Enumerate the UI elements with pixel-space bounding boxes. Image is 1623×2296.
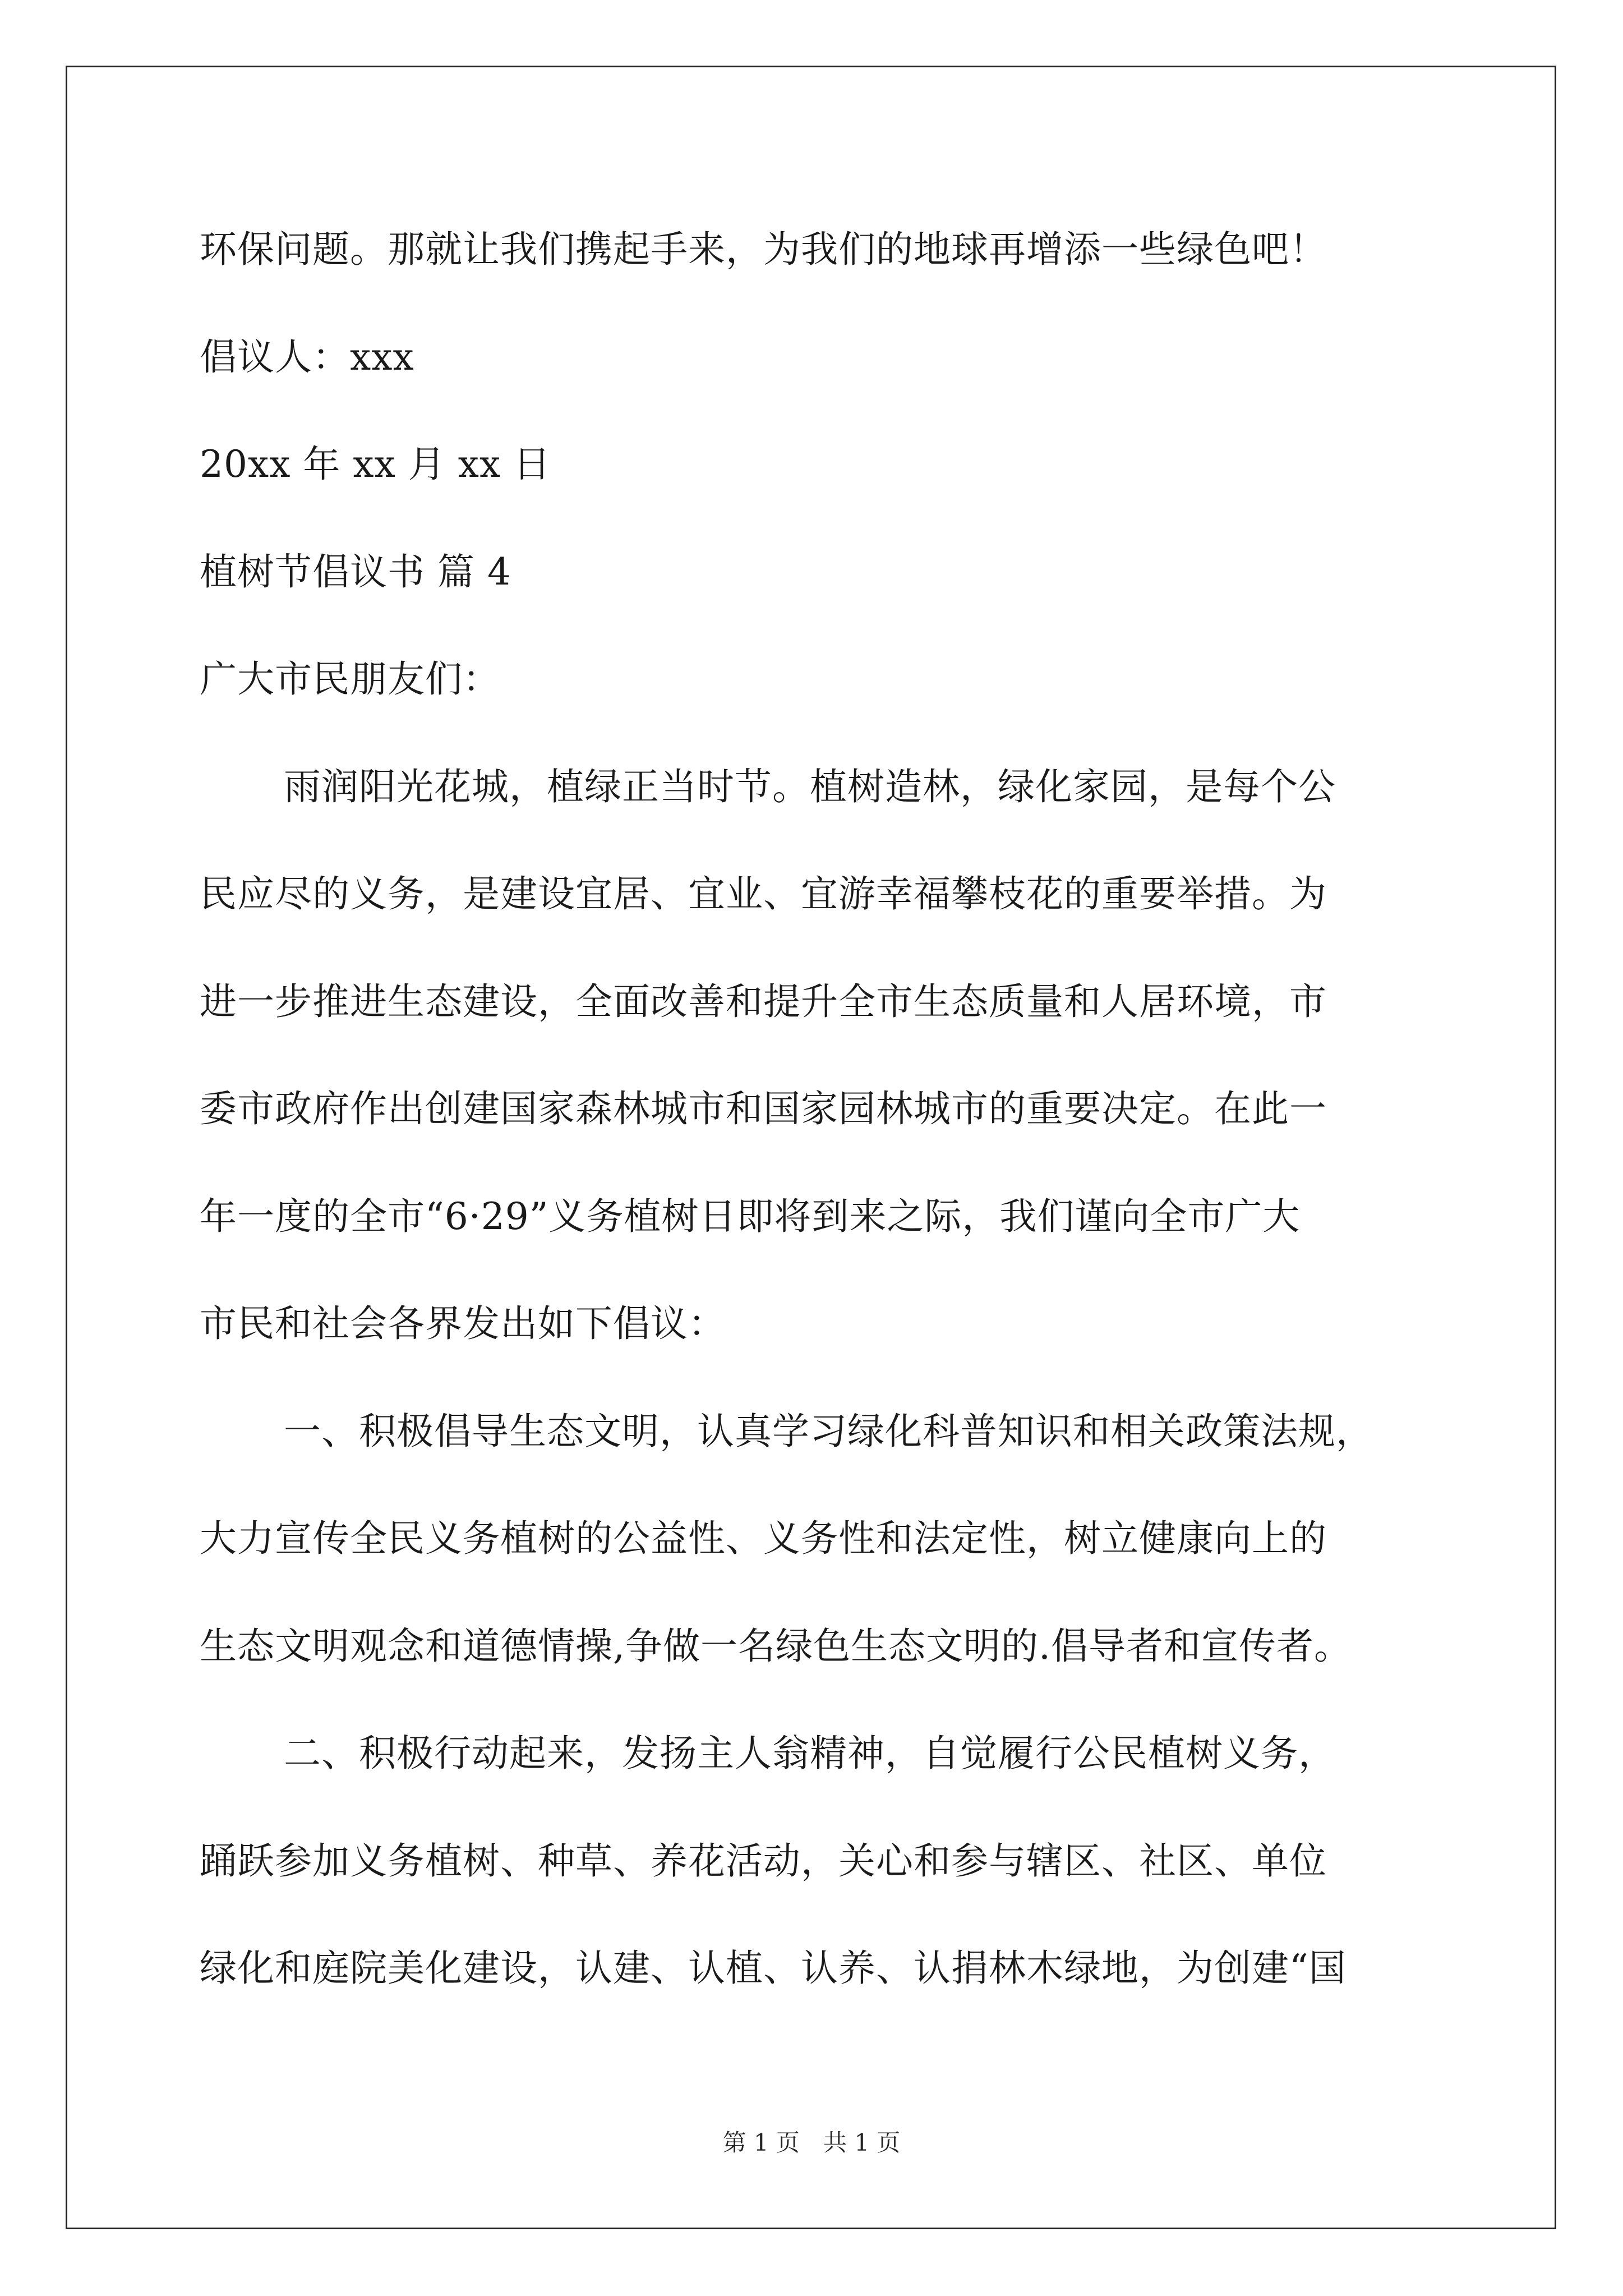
paragraph-line: 委市政府作出创建国家森林城市和国家园林城市的重要决定。在此一	[200, 1087, 1327, 1130]
page-border	[66, 66, 1556, 2229]
page-footer: 第 1 页 共 1 页	[722, 2129, 901, 2156]
date-line: 20xx 年 xx 月 xx 日	[200, 443, 551, 486]
paragraph-line: 年一度的全市“6·29”义务植树日即将到来之际，我们谨向全市广大	[200, 1195, 1301, 1238]
paragraph-line: 踊跃参加义务植树、种草、养花活动，关心和参与辖区、社区、单位	[200, 1839, 1327, 1883]
salutation: 广大市民朋友们：	[200, 657, 500, 701]
section-heading: 植树节倡议书 篇 4	[200, 550, 511, 593]
initiator-line: 倡议人：xxx	[200, 335, 414, 379]
paragraph-line: 二、积极行动起来，发扬主人翁精神，自觉履行公民植树义务，	[284, 1732, 1336, 1775]
paragraph-line: 雨润阳光花城，植绿正当时节。植树造林，绿化家园，是每个公	[284, 765, 1336, 808]
closing-sentence: 环保问题。那就让我们携起手来，为我们的地球再增添一些绿色吧！	[200, 228, 1327, 271]
paragraph-line: 绿化和庭院美化建设，认建、认植、认养、认捐林木绿地，为创建“国	[200, 1947, 1347, 1990]
paragraph-line: 大力宣传全民义务植树的公益性、义务性和法定性，树立健康向上的	[200, 1517, 1327, 1560]
paragraph-line: 一、积极倡导生态文明，认真学习绿化科普知识和相关政策法规，	[284, 1410, 1373, 1453]
paragraph-line: 生态文明观念和道德情操,争做一名绿色生态文明的.倡导者和宣传者。	[200, 1625, 1352, 1668]
paragraph-line: 进一步推进生态建设，全面改善和提升全市生态质量和人居环境，市	[200, 980, 1327, 1023]
paragraph-line: 民应尽的义务，是建设宜居、宜业、宜游幸福攀枝花的重要举措。为	[200, 872, 1327, 915]
paragraph-line: 市民和社会各界发出如下倡议：	[200, 1302, 726, 1345]
